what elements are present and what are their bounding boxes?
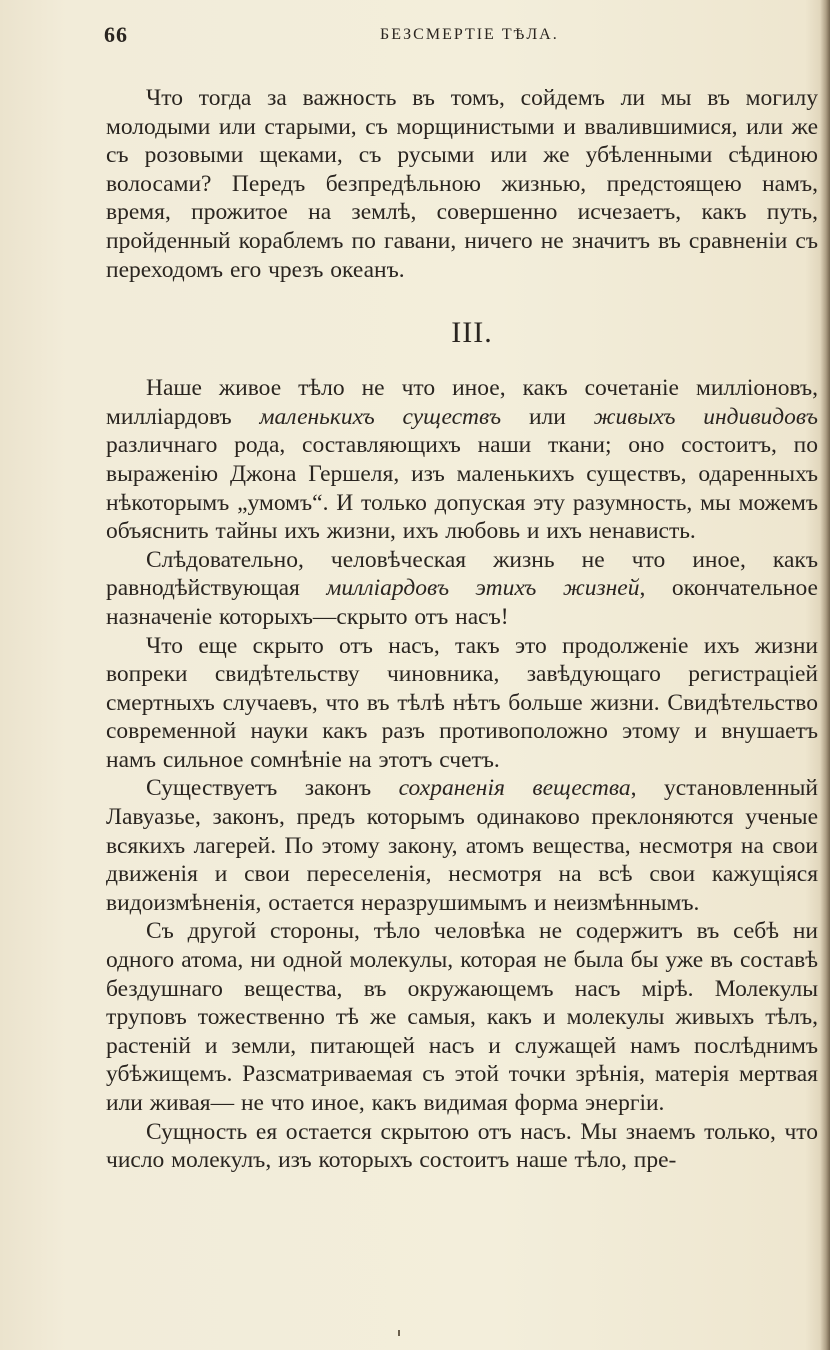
running-head: БЕЗСМЕРТІЕ ТѢЛА. [380, 26, 559, 43]
paragraph-4-italic: сохраненія вещества [398, 775, 631, 802]
paragraph-1-italic-2: живыхъ индивидовъ [593, 403, 818, 430]
paragraph-2-italic: милліардовъ этихъ жизней [326, 575, 640, 602]
paragraph-4-text-c: , установленный Лавуазье, законъ, предъ которымъ одинаково преклоняются ученые всякихъ лагерей. По этому закону, атомъ вещества, несмотря на свои движенія и свои переселенія, несмотря на всѣ свои кажущіяся видоизмѣненія, остается неразрушимымъ и неизмѣннымъ. [106, 775, 818, 916]
paragraph-2 [106, 546, 818, 632]
paragraph-0: Что тогда за важность въ томъ, сойдемъ ли мы въ могилу молодыми или старыми, съ морщинистыми и ввалившимися, или же съ розовыми щеками, съ русыми или же убѣленными сѣдиною волосами? Передъ безпредѣльною жизнью, предстоящею намъ, время, прожитое на землѣ, совершенно исчезаетъ, какъ путь, пройденный кораблемъ по гавани, ничего не значитъ въ сравненіи съ переходомъ его чрезъ океанъ. [106, 85, 818, 283]
paragraph-1-italic-1: маленькихъ существъ [259, 403, 502, 430]
section-heading: III. [451, 316, 493, 350]
paragraph-3: Что еще скрыто отъ насъ, такъ это продолженіе ихъ жизни вопреки свидѣтельству чиновника, завѣдующаго регистраціей смертныхъ случаевъ, что въ тѣлѣ нѣтъ больше жизни. Свидѣтельство современной науки какъ разъ противоположно этому и внушаетъ намъ сильное сомнѣніе на этотъ счетъ. [106, 632, 818, 773]
print-mark [398, 1330, 400, 1336]
body-text [106, 84, 818, 1175]
paragraph-1-text-a: Наше живое тѣло не что иное, какъ сочетаніе милліоновъ, милліардовъ [106, 375, 818, 430]
paragraph-2-text-c: , окончательное назначеніе которыхъ—скрыто отъ насъ! [106, 575, 818, 630]
page-header [104, 22, 824, 52]
paragraph-1-text-e: различнаго рода, составляющихъ наши ткани; оно состоитъ, по выраженію Джона Гершеля, изъ маленькихъ существъ, одаренныхъ нѣкоторымъ „умомъ“. И только допуская эту разумность, мы можемъ объяснить тайны ихъ жизни, ихъ любовь и ихъ ненависть. [106, 432, 818, 545]
paragraph-1 [106, 374, 818, 546]
paragraph-1-text-c: или [501, 403, 594, 430]
page-number: 66 [104, 22, 128, 47]
paragraph-5: Съ другой стороны, тѣло человѣка не содержитъ въ себѣ ни одного атома, ни одной молекулы, которая не была бы уже въ составѣ бездушнаго вещества, въ окружающемъ насъ мірѣ. Молекулы труповъ тожественно тѣ же самыя, какъ и молекулы живыхъ тѣлъ, растеній и земли, питающей насъ и служащей намъ послѣднимъ убѣжищемъ. Разсматриваемая съ этой точки зрѣнія, матерія мертвая или живая— не что иное, какъ видимая форма энергіи. [106, 918, 818, 1116]
paragraph-4-text-a: Существуетъ законъ [146, 775, 399, 802]
paragraph-6: Сущность ея остается скрытою отъ насъ. Мы знаемъ только, что число молекулъ, изъ которыхъ состоитъ наше тѣло, пре- [106, 1118, 818, 1174]
page-edge-shadow [820, 0, 830, 1350]
paragraph-2-text-a: Слѣдовательно, человѣческая жизнь не что иное, какъ равнодѣйствующая [106, 546, 818, 602]
paragraph-4 [106, 774, 818, 917]
